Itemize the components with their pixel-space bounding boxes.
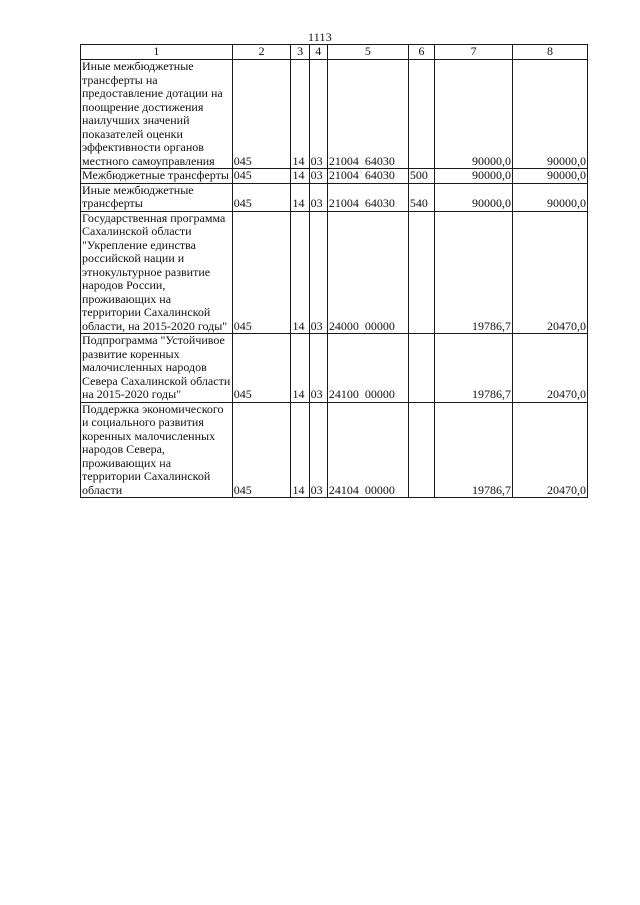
amount-year-2: 90000,0: [513, 60, 588, 169]
expense-type-code: 540: [408, 183, 434, 211]
row-name: Межбюджетные трансферты: [81, 169, 233, 184]
table-row: [81, 183, 588, 211]
column-header-2: 2: [232, 45, 291, 60]
section-code: 14: [291, 402, 309, 498]
amount-year-1: 90000,0: [435, 60, 513, 169]
column-header-7: 7: [435, 45, 513, 60]
ministry-code: 045: [232, 334, 291, 403]
amount-year-1: 19786,7: [435, 402, 513, 498]
subsection-code: 03: [309, 169, 327, 184]
ministry-code: 045: [232, 183, 291, 211]
expense-type-code: [408, 334, 434, 403]
section-code: 14: [291, 211, 309, 334]
subsection-code: 03: [309, 211, 327, 334]
row-name: Иные межбюджетные трансферты: [81, 183, 233, 211]
target-article-code: 21004 64030: [327, 183, 408, 211]
ministry-code: 045: [232, 60, 291, 169]
ministry-code: 045: [232, 211, 291, 334]
table-header-row: [81, 45, 588, 60]
column-header-8: 8: [513, 45, 588, 60]
table-row: [81, 211, 588, 334]
target-article-code: 24104 00000: [327, 402, 408, 498]
ministry-code: 045: [232, 169, 291, 184]
row-name: Поддержка экономического и социального развития коренных малочисленных народов Севера, проживающих на территории Сахалинской области: [81, 402, 233, 498]
target-article-code: 21004 64030: [327, 60, 408, 169]
amount-year-2: 20470,0: [513, 402, 588, 498]
column-header-3: 3: [291, 45, 309, 60]
row-name: Иные межбюджетные трансферты на предоставление дотации на поощрение достижения наилучших значений показателей оценки эффективности органов местного самоуправления: [81, 60, 233, 169]
section-code: 14: [291, 60, 309, 169]
subsection-code: 03: [309, 334, 327, 403]
subsection-code: 03: [309, 402, 327, 498]
page-number: 1113: [308, 30, 332, 44]
target-article-code: 24000 00000: [327, 211, 408, 334]
budget-table: [80, 44, 588, 498]
section-code: 14: [291, 183, 309, 211]
amount-year-1: 19786,7: [435, 211, 513, 334]
expense-type-code: [408, 402, 434, 498]
table-row: [81, 169, 588, 184]
section-code: 14: [291, 169, 309, 184]
column-header-5: 5: [327, 45, 408, 60]
amount-year-2: 20470,0: [513, 334, 588, 403]
table-row: [81, 334, 588, 403]
ministry-code: 045: [232, 402, 291, 498]
expense-type-code: 500: [408, 169, 434, 184]
expense-type-code: [408, 211, 434, 334]
column-header-6: 6: [408, 45, 434, 60]
expense-type-code: [408, 60, 434, 169]
column-header-4: 4: [309, 45, 327, 60]
table-row: [81, 402, 588, 498]
amount-year-1: 90000,0: [435, 169, 513, 184]
subsection-code: 03: [309, 60, 327, 169]
target-article-code: 21004 64030: [327, 169, 408, 184]
row-name: Подпрограмма "Устойчивое развитие коренных малочисленных народов Севера Сахалинской области на 2015-2020 годы": [81, 334, 233, 403]
target-article-code: 24100 00000: [327, 334, 408, 403]
amount-year-1: 19786,7: [435, 334, 513, 403]
amount-year-2: 20470,0: [513, 211, 588, 334]
amount-year-1: 90000,0: [435, 183, 513, 211]
amount-year-2: 90000,0: [513, 183, 588, 211]
section-code: 14: [291, 334, 309, 403]
subsection-code: 03: [309, 183, 327, 211]
table-row: [81, 60, 588, 169]
column-header-1: 1: [81, 45, 233, 60]
amount-year-2: 90000,0: [513, 169, 588, 184]
row-name: Государственная программа Сахалинской области "Укрепление единства российской нации и этнокультурное развитие народов России, проживающих на территории Сахалинской области, на 2015-2020 годы": [81, 211, 233, 334]
